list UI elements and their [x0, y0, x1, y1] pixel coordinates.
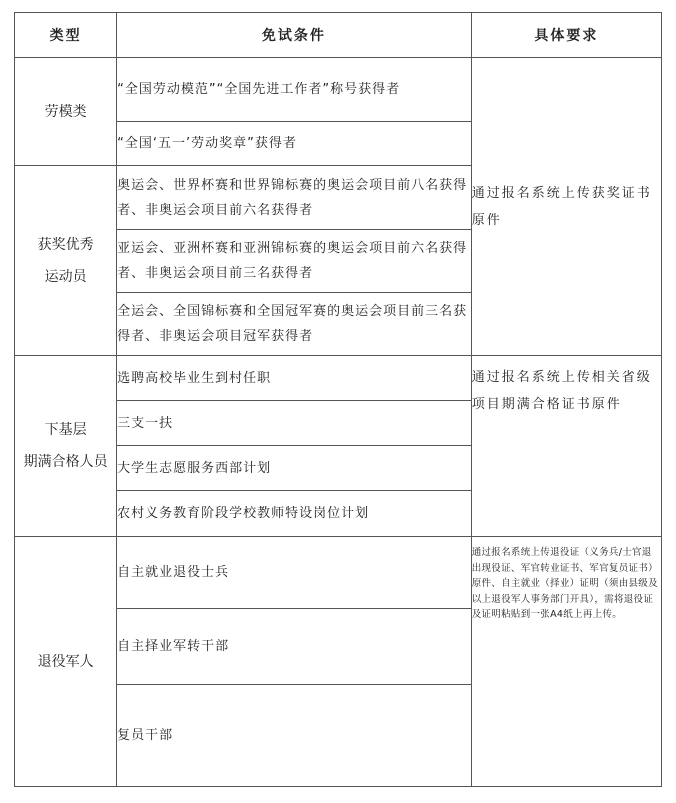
requirement-award-certificate: 通过报名系统上传获奖证书原件	[471, 58, 661, 356]
table-row	[15, 537, 662, 609]
condition-cell: 复员干部	[117, 685, 472, 787]
table-row	[15, 356, 662, 401]
condition-cell: 选聘高校毕业生到村任职	[117, 356, 472, 401]
condition-cell: 自主择业军转干部	[117, 609, 472, 685]
condition-cell: 亚运会、亚洲杯赛和亚洲锦标赛的奥运会项目前六名获得者、非奥运会项目前三名获得者	[117, 230, 472, 293]
header-requirement: 具体要求	[471, 13, 661, 58]
type-grassroots-line1: 下基层	[44, 422, 87, 438]
condition-cell: 全运会、全国锦标赛和全国冠军赛的奥运会项目前三名获得者、非奥运会项目冠军获得者	[117, 293, 472, 356]
condition-cell: 三支一扶	[117, 401, 472, 446]
type-athlete-line2: 运动员	[44, 268, 87, 285]
type-grassroots-line2: 期满合格人员	[23, 454, 108, 470]
requirement-veteran-documents: 通过报名系统上传退役证（义务兵/士官退出现役证、军官转业证书、军官复员证书）原件、自主就业（择业）证明（须由县级及以上退役军人事务部门开具），需将退役证及证明粘贴到一张A4纸上再上传。	[471, 537, 661, 787]
condition-cell: 奥运会、世界杯赛和世界锦标赛的奥运会项目前八名获得者、非奥运会项目前六名获得者	[117, 166, 472, 230]
type-athlete-line1: 获奖优秀	[37, 236, 94, 253]
type-athlete	[15, 166, 117, 356]
header-condition: 免试条件	[117, 13, 472, 58]
header-type: 类型	[15, 13, 117, 58]
exemption-conditions-table	[14, 12, 662, 787]
condition-cell: 大学生志愿服务西部计划	[117, 446, 472, 491]
condition-cell: “全国劳动模范”“全国先进工作者”称号获得者	[117, 58, 472, 122]
type-model-worker: 劳模类	[15, 58, 117, 166]
header-row	[15, 13, 662, 58]
table-row	[15, 58, 662, 122]
condition-cell: “全国‘五一’劳动奖章”获得者	[117, 122, 472, 166]
condition-cell: 自主就业退役士兵	[117, 537, 472, 609]
condition-cell: 农村义务教育阶段学校教师特设岗位计划	[117, 491, 472, 537]
requirement-provincial-certificate: 通过报名系统上传相关省级项目期满合格证书原件	[471, 356, 661, 537]
type-veteran: 退役军人	[15, 537, 117, 787]
type-grassroots	[15, 356, 117, 537]
